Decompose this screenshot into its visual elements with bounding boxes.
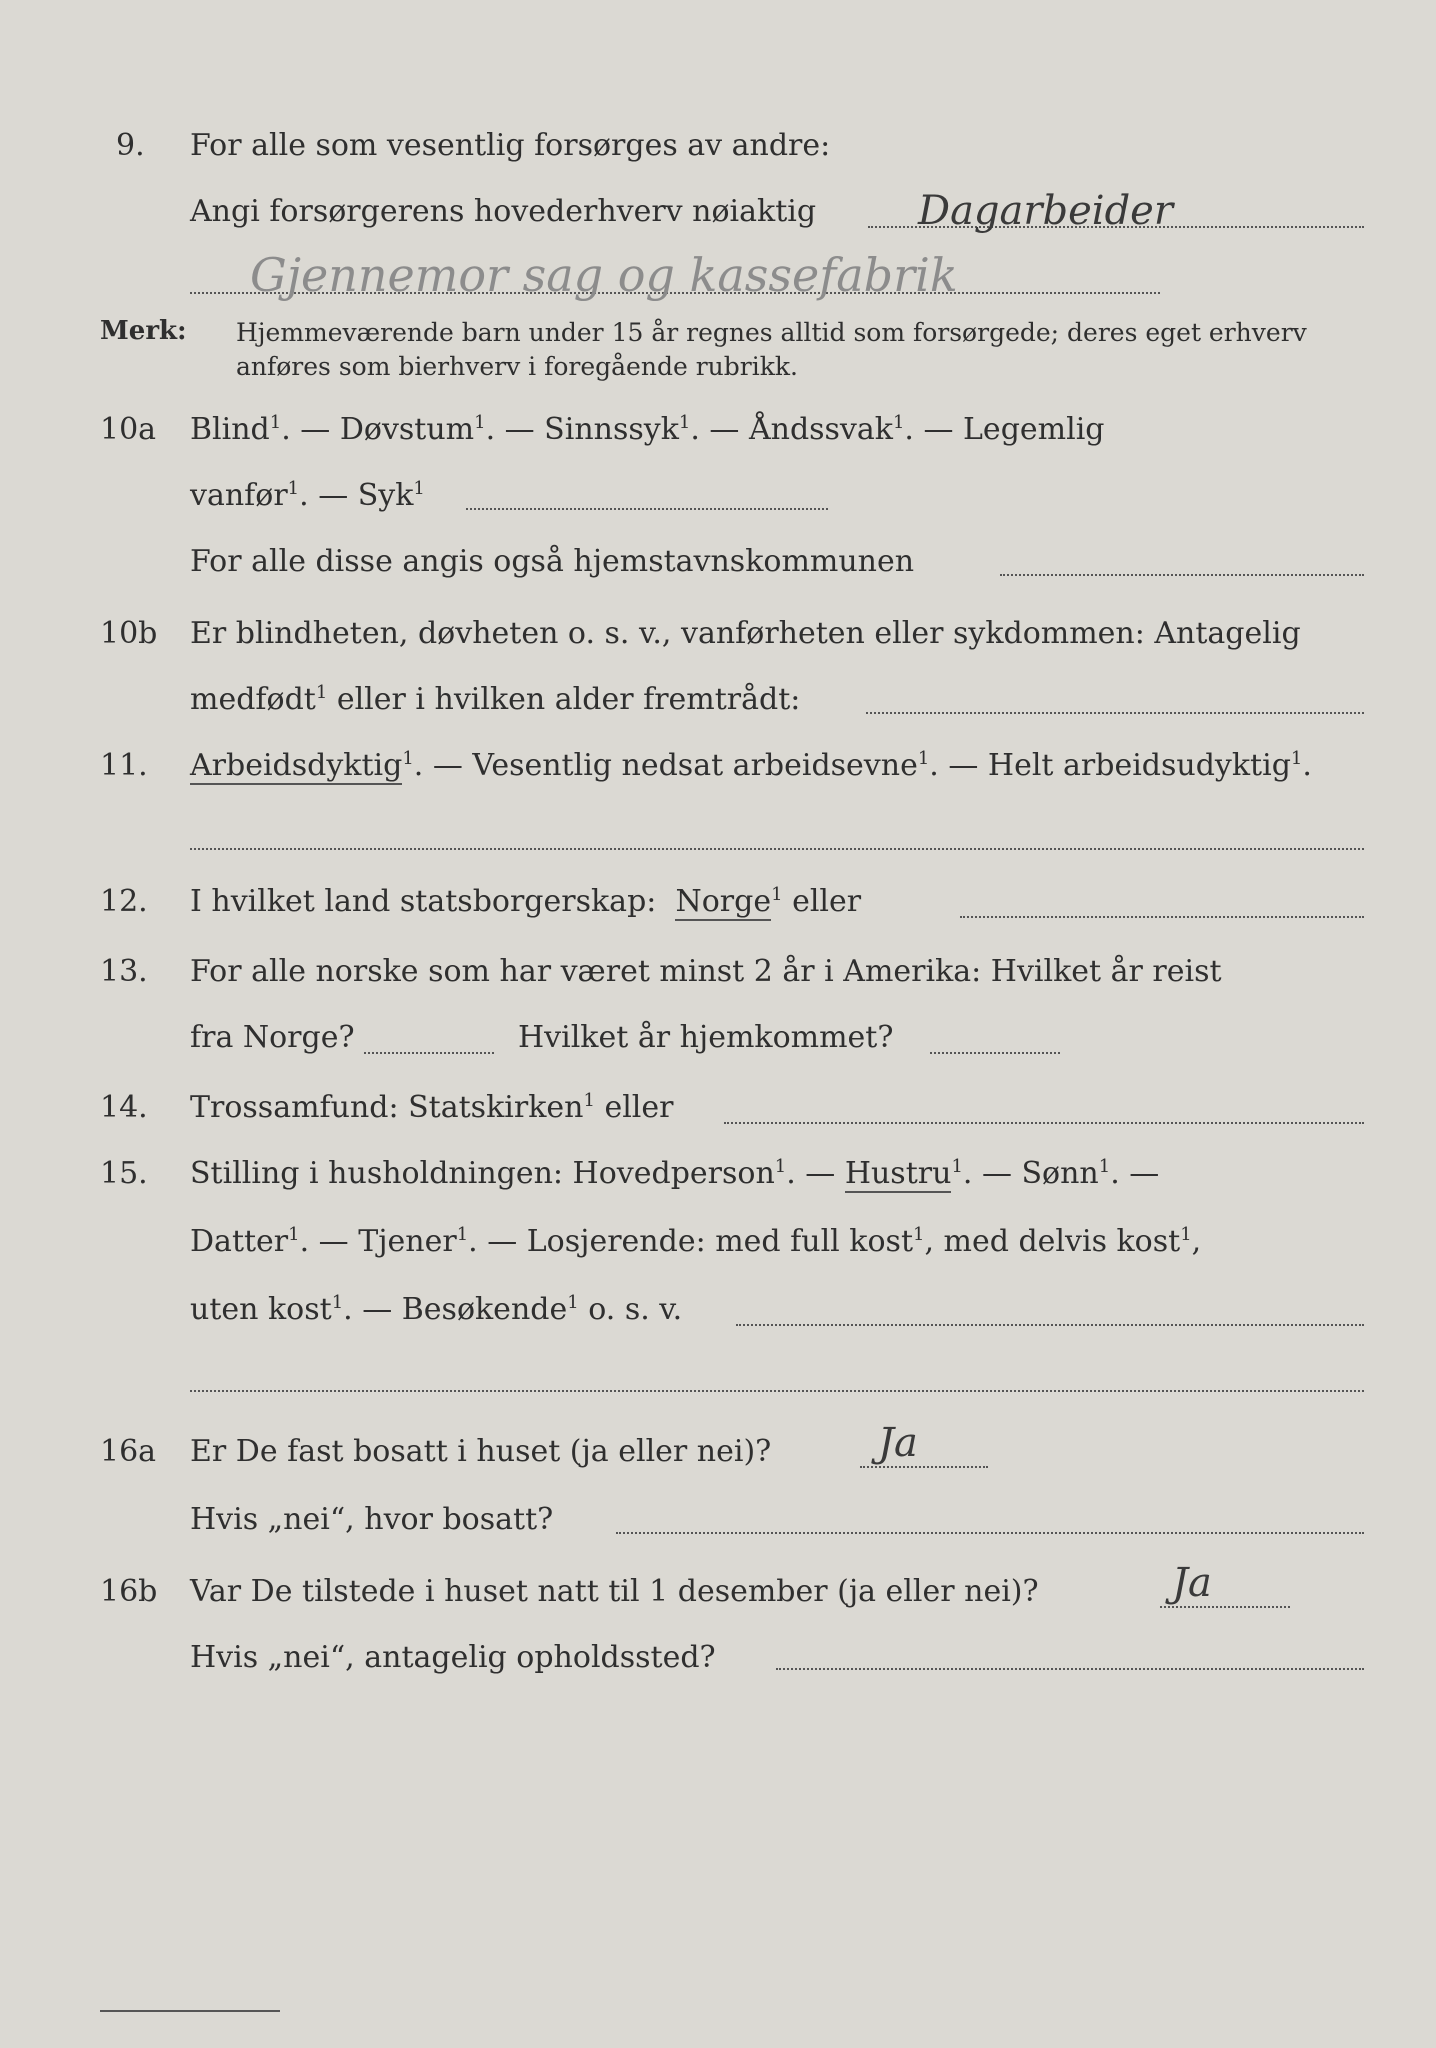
merk-text-1: Hjemmeværende barn under 15 år regnes alltid som forsørgede; deres eget erhverv	[236, 318, 1307, 347]
q13-line-2b: Hvilket år hjemkommet?	[518, 1020, 894, 1055]
sup: 1	[474, 412, 486, 433]
label: eller	[782, 884, 862, 919]
q13-line-2a: fra Norge?	[190, 1020, 355, 1055]
label: . — Losjerende: med full kost	[468, 1224, 913, 1259]
label: Datter	[190, 1224, 289, 1259]
label: . —	[1110, 1156, 1160, 1191]
sup: 1	[315, 682, 328, 703]
label: . — Døvstum	[281, 412, 475, 447]
q11-number: 11.	[100, 748, 148, 783]
q12-number: 12.	[100, 884, 148, 919]
sup: 1	[456, 1224, 469, 1245]
label: Trossamfund: Statskirken	[190, 1090, 584, 1125]
label: Hustru	[844, 1156, 952, 1191]
answer-line	[190, 1390, 1364, 1392]
answer-line	[866, 712, 1364, 714]
label: medfødt	[190, 682, 316, 717]
label: . —	[786, 1156, 845, 1191]
answer-line	[616, 1532, 1364, 1534]
label: . — Legemlig	[904, 412, 1105, 447]
q15-line-2	[190, 1224, 1201, 1259]
q14-number: 14.	[100, 1090, 148, 1125]
q16a-number: 16a	[100, 1434, 157, 1469]
q10a-number: 10a	[100, 412, 157, 447]
label: . — Åndssvak	[690, 412, 893, 447]
handwritten-answer-ja: Ja	[1172, 1560, 1212, 1606]
sup: 1	[1180, 1224, 1192, 1245]
q14-line	[190, 1090, 673, 1125]
q9-question-2: Angi forsørgerens hovederhverv nøiaktig	[190, 194, 817, 229]
sup: 1	[1290, 748, 1303, 769]
label: Norge	[675, 884, 772, 919]
merk-label: Merk:	[100, 316, 187, 346]
label: . — Besøkende	[343, 1292, 568, 1327]
merk-note-line-2: anføres som bierhverv i foregående rubrikk.	[236, 352, 798, 381]
q16b-line-1: Var De tilstede i huset natt til 1 desember (ja eller nei)?	[190, 1574, 1039, 1609]
sup: 1	[771, 884, 783, 905]
label: . — Tjener	[299, 1224, 457, 1259]
answer-line	[190, 848, 1364, 850]
label: vanfør	[190, 478, 288, 513]
q10b-line-2	[190, 682, 800, 717]
label: Arbeidsdyktig	[190, 748, 403, 783]
sup: 1	[287, 478, 300, 499]
q10b-number: 10b	[100, 616, 158, 651]
sup: 1	[583, 1090, 595, 1111]
label: I hvilket land statsborgerskap:	[190, 884, 657, 919]
answer-line	[736, 1324, 1364, 1326]
label: o. s. v.	[578, 1292, 683, 1327]
label: eller i hvilken alder fremtrådt:	[327, 682, 801, 717]
q16a-line-1: Er De fast bosatt i huset (ja eller nei)?	[190, 1434, 772, 1469]
answer-line	[1000, 574, 1364, 576]
q13-line-1: For alle norske som har været minst 2 år i Amerika: Hvilket år reist	[190, 954, 1222, 989]
sup: 1	[913, 1224, 925, 1245]
sup: 1	[402, 748, 414, 769]
sup: 1	[678, 412, 691, 433]
q16b-line-2: Hvis „nei“, antagelig opholdssted?	[190, 1640, 716, 1675]
label: Stilling i husholdningen: Hovedperson	[190, 1156, 775, 1191]
q10a-line-2	[190, 478, 425, 513]
answer-line	[724, 1122, 1364, 1124]
handwritten-occupation: Dagarbeider	[918, 188, 1173, 234]
label: Blind	[190, 412, 270, 447]
label: . — Sønn	[962, 1156, 1099, 1191]
sup: 1	[331, 1292, 344, 1313]
q13-number: 13.	[100, 954, 148, 989]
answer-line	[364, 1052, 494, 1054]
answer-line	[466, 508, 828, 510]
answer-line	[1160, 1606, 1290, 1608]
footnote-rule	[100, 2010, 280, 2012]
sup: 1	[1098, 1156, 1111, 1177]
q10b-line-1: Er blindheten, døvheten o. s. v., vanførheten eller sykdommen: Antagelig	[190, 616, 1301, 651]
q15-line-1	[190, 1156, 1159, 1191]
q15-number: 15.	[100, 1156, 148, 1191]
sup: 1	[567, 1292, 579, 1313]
q9-text: For alle som vesentlig forsørges av andre:	[190, 128, 831, 163]
label: . — Sinnssyk	[485, 412, 679, 447]
handwritten-employer: Gjennemor sag og kassefabrik	[250, 248, 958, 302]
sup: 1	[269, 412, 282, 433]
label: . — Vesentlig nedsat arbeidsevne	[413, 748, 918, 783]
q10a-line-1	[190, 412, 1105, 447]
q9-number: 9.	[116, 128, 145, 163]
handwritten-answer-ja: Ja	[878, 1420, 918, 1466]
label: eller	[594, 1090, 674, 1125]
q12-line	[190, 884, 861, 919]
sup: 1	[951, 1156, 963, 1177]
label: . — Syk	[299, 478, 414, 513]
answer-line	[960, 916, 1364, 918]
label: . — Helt arbeidsudyktig	[929, 748, 1291, 783]
label: , med delvis kost	[924, 1224, 1181, 1259]
label: .	[1302, 748, 1312, 783]
sup: 1	[288, 1224, 300, 1245]
answer-line	[776, 1668, 1364, 1670]
q16b-number: 16b	[100, 1574, 158, 1609]
q16a-line-2: Hvis „nei“, hvor bosatt?	[190, 1502, 554, 1537]
answer-line	[860, 1466, 988, 1468]
merk-note-line-1	[236, 318, 1366, 347]
answer-line	[930, 1052, 1060, 1054]
sup: 1	[774, 1156, 787, 1177]
sup: 1	[917, 748, 930, 769]
q15-line-3	[190, 1292, 682, 1327]
sup: 1	[892, 412, 905, 433]
q11-line	[190, 748, 1312, 783]
sup: 1	[413, 478, 425, 499]
label: uten kost	[190, 1292, 332, 1327]
q10a-line-3: For alle disse angis også hjemstavnskommunen	[190, 544, 915, 579]
label: ,	[1191, 1224, 1202, 1259]
